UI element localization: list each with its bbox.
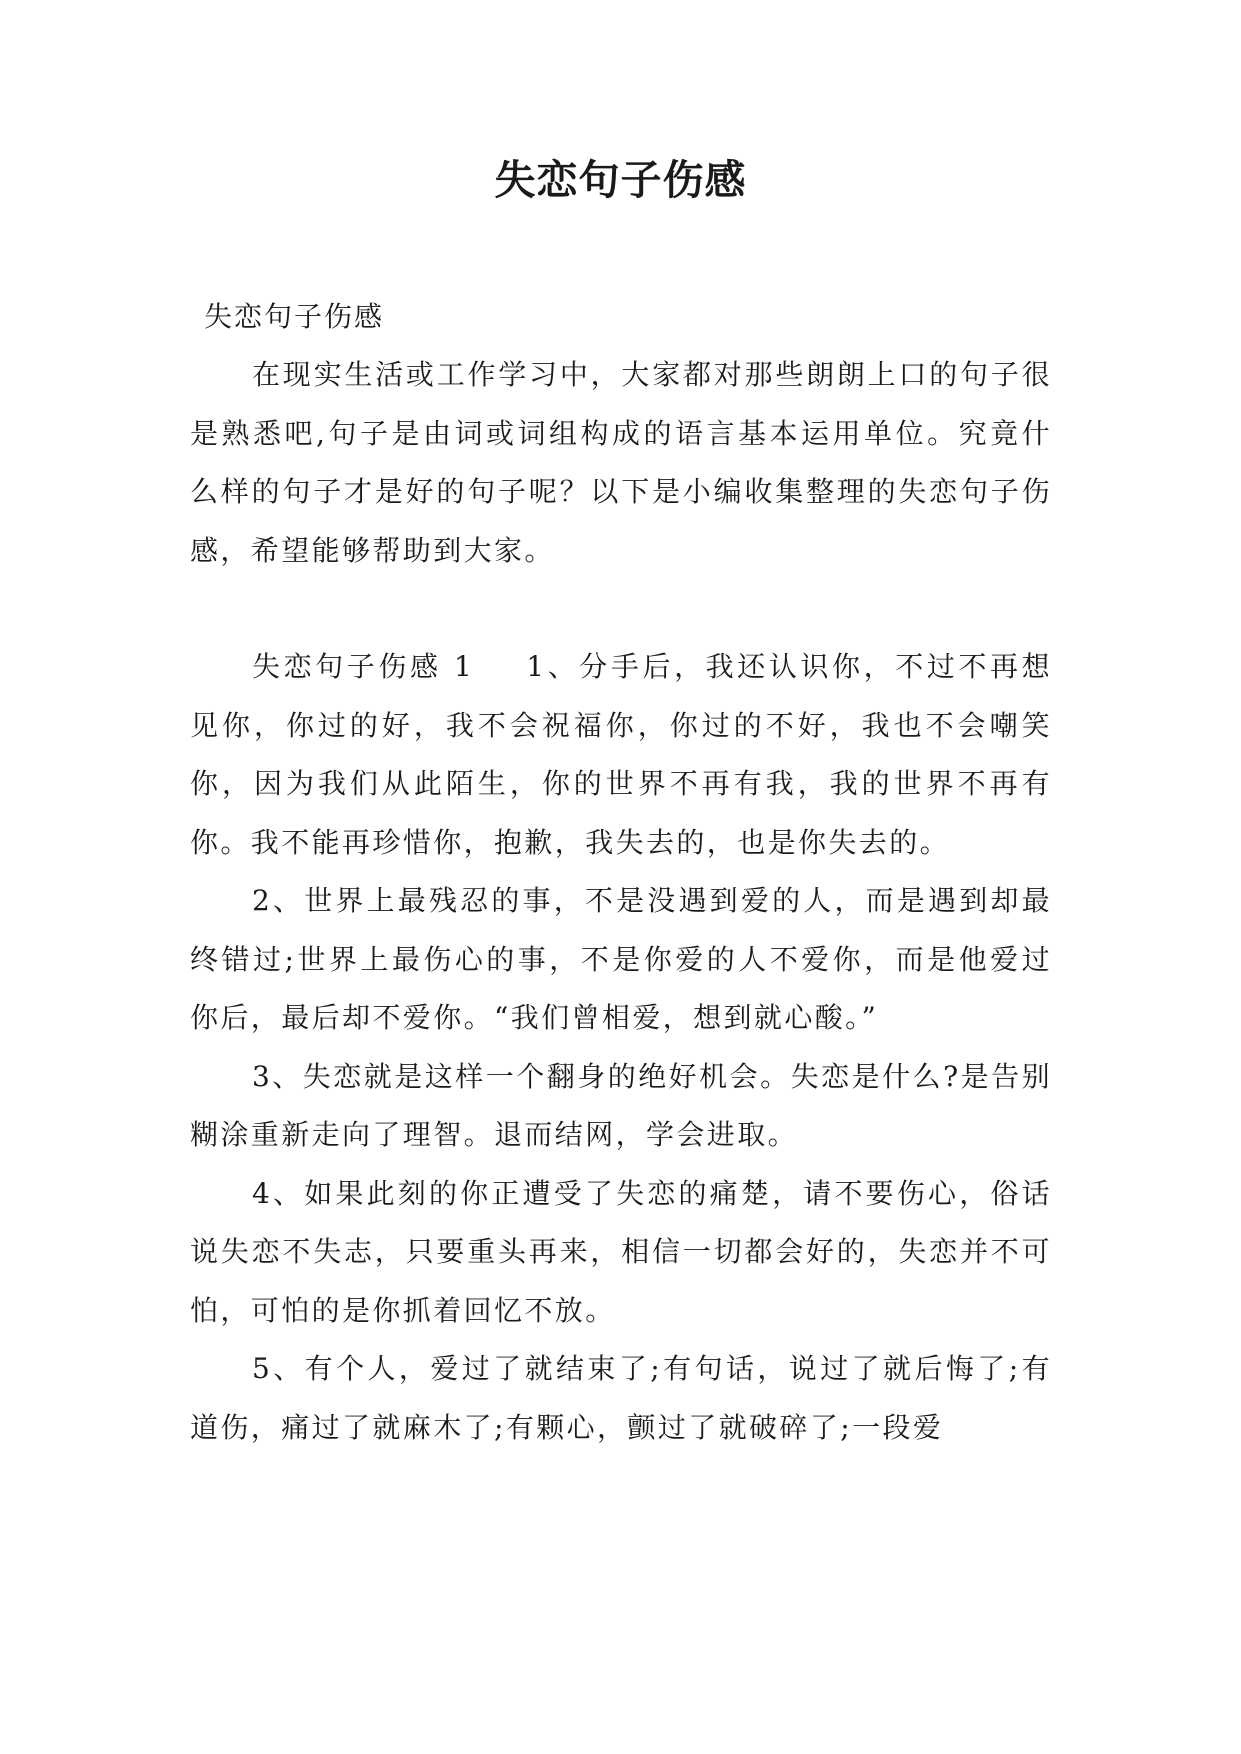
document-body (190, 288, 1052, 1457)
paragraph-4: 4、如果此刻的你正遭受了失恋的痛楚，请不要伤心，俗话说失恋不失志，只要重头再来，相信一切都会好的，失恋并不可怕，可怕的是你抓着回忆不放。 (190, 1176, 1052, 1327)
document-subtitle: 失恋句子伤感 (204, 300, 385, 333)
intro-paragraph: 在现实生活或工作学习中，大家都对那些朗朗上口的句子很是熟悉吧,句子是由词或词组构成的语言基本运用单位。究竟什么样的句子才是好的句子呢？以下是小编收集整理的失恋句子伤感，希望能够帮助到大家。 (190, 358, 1052, 567)
section-label: 失恋句子伤感 1 (252, 650, 475, 683)
paragraph-2: 2、世界上最残忍的事，不是没遇到爱的人，而是遇到却最终错过;世界上最伤心的事，不是你爱的人不爱你，而是他爱过你后，最后却不爱你。“我们曾相爱，想到就心酸。” (190, 884, 1052, 1034)
paragraph-3: 3、失恋就是这样一个翻身的绝好机会。失恋是什么?是告别糊涂重新走向了理智。退而结网，学会进取。 (190, 1059, 1052, 1151)
paragraph-1 (190, 638, 1052, 872)
paragraph-5: 5、有个人，爱过了就结束了;有句话，说过了就后悔了;有道伤，痛过了就麻木了;有颗心，颤过了就破碎了;一段爱 (190, 1352, 1052, 1444)
paragraph-1-text: 1、分手后，我还认识你，不过不再想见你，你过的好，我不会祝福你，你过的不好，我也不会嘲笑你，因为我们从此陌生，你的世界不再有我，我的世界不再有你。我不能再珍惜你，抱歉，我失去的，也是你失去的。 (190, 650, 1052, 859)
document-title: 失恋句子伤感 (494, 156, 747, 204)
